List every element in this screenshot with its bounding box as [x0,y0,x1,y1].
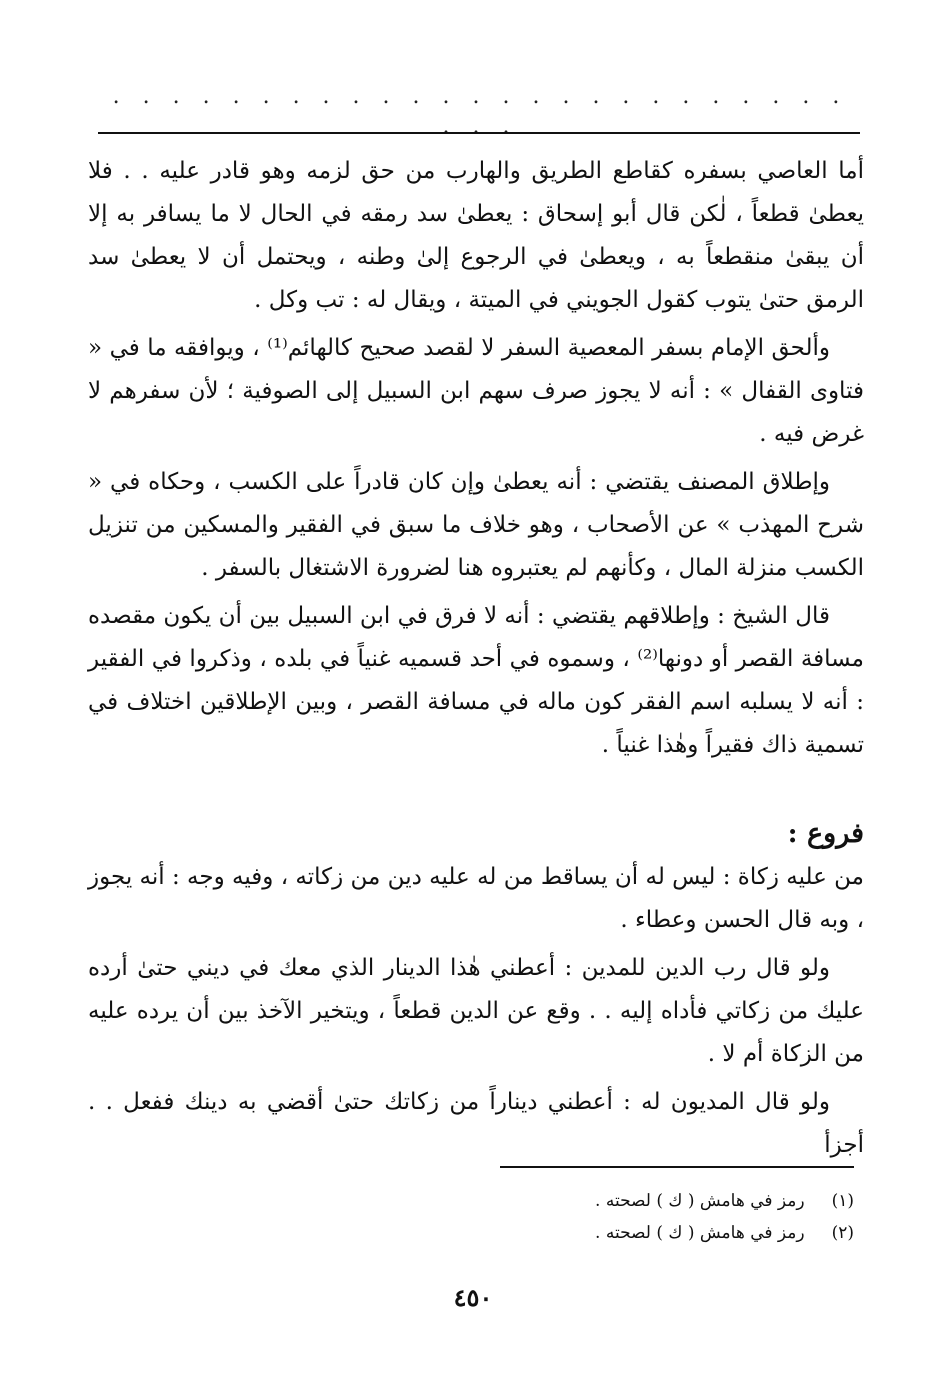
paragraph: ولو قال رب الدين للمدين : أعطني هٰذا الدينار الذي معك في ديني حتىٰ أرده عليك من زكاتي فأداه إليه . . وقع عن الدين قطعاً ، ويتخير الآخذ بين أن يرده عليه من الزكاة أم لا . [88,955,864,1067]
paragraph: وإطلاق المصنف يقتضي : أنه يعطىٰ وإن كان قادراً على الكسب ، وحكاه في « شرح المهذب » عن الأصحاب ، وهو خلاف ما سبق في الفقير والمسكين من تنزيل الكسب منزلة المال ، وكأنهم لم يعتبروه هنا لضرورة الاشتغال بالسفر . [88,469,864,581]
header-rule [98,132,860,134]
footnote-item [400,1217,854,1249]
footnote-text: رمز في هامش ( ك ) لصحته . [595,1191,805,1211]
paragraph: ولو قال المديون له : أعطني ديناراً من زكاتك حتىٰ أقضي به دينك ففعل . . أجزأ [88,1089,864,1158]
paragraph: قال الشيخ : وإطلاقهم يقتضي : أنه لا فرق في ابن السبيل بين أن يكون مقصده مسافة القصر أو دونها⁽²⁾ ، وسموه في أحد قسميه غنياً في بلده ، وذكروا في الفقير : أنه لا يسلبه اسم الفقر كون ماله في مسافة القصر ، وبين الإطلاقين اختلاف في تسمية ذاك فقيراً وهٰذا غنياً . [88,603,865,758]
paragraph: وألحق الإمام بسفر المعصية السفر لا لقصد صحيح كالهائم⁽¹⁾ ، ويوافقه ما في « فتاوى القفال » : أنه لا يجوز صرف سهم ابن السبيل إلى الصوفية ؛ لأن سفرهم لا غرض فيه . [88,335,864,447]
footnote-number: (٢) [831,1223,854,1243]
header-dotted-line: . . . . . . . . . . . . . . . . . . . . . . . . . . . . [112,84,848,139]
page-number: ٤٥٠ [453,1283,493,1312]
footnote-number: (١) [831,1191,854,1211]
footnote-separator [500,1166,854,1168]
main-text [88,150,864,1172]
paragraph: أما العاصي بسفره كقاطع الطريق والهارب من حق لزمه وهو قادر عليه . . فلا يعطىٰ قطعاً ، لٰكن قال أبو إسحاق : يعطىٰ سد رمقه في الحال لا ما يسافر به إلا أن يبقىٰ منقطعاً به ، ويعطىٰ في الرجوع إلىٰ وطنه ، ويحتمل أن لا يعطىٰ سد الرمق حتىٰ يتوب كقول الجويني في الميتة ، ويقال له : تب وكل . [88,158,864,313]
footnote-item [400,1185,854,1217]
section-heading: فروع : [787,818,864,849]
footnotes [400,1185,854,1249]
footnote-text: رمز في هامش ( ك ) لصحته . [595,1223,805,1243]
paragraph: من عليه زكاة : ليس له أن يساقط من له عليه دين من زكاته ، وفيه وجه : أنه يجوز ، وبه قال الحسن وعطاء . [88,864,864,933]
